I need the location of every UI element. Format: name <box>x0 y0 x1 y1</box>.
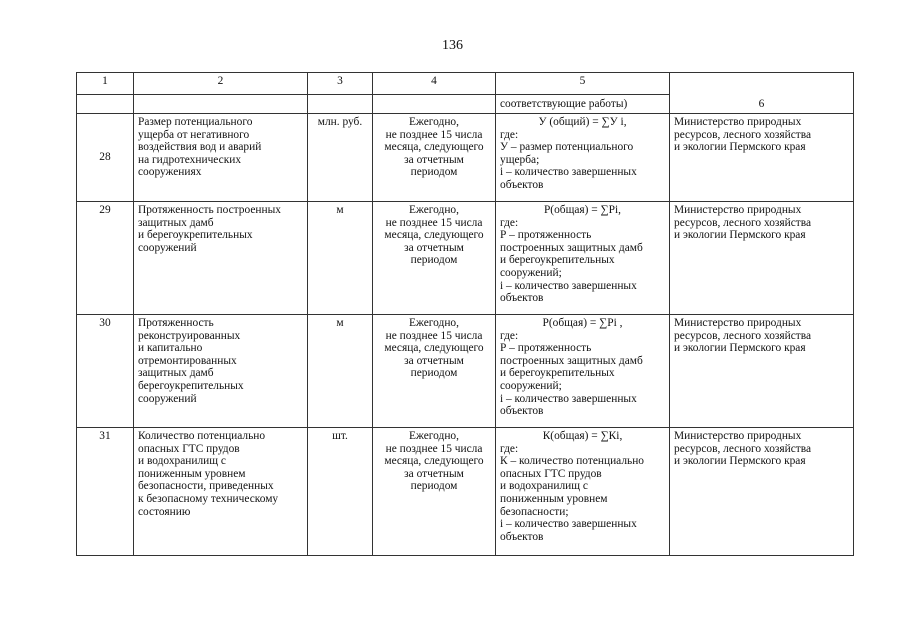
frequency-cell: Ежегодно, не позднее 15 числа месяца, следующего за отчетным периодом <box>373 202 496 315</box>
method-cell <box>496 315 670 428</box>
page-number: 136 <box>442 38 463 53</box>
method-cell <box>496 202 670 315</box>
header-cell: 5 <box>496 73 670 95</box>
responsible-cell: Министерство природных ресурсов, лесного хозяйства и экологии Пермского края <box>670 202 854 315</box>
method-text: где: К – количество потенциально опасных ГТС прудов и водохранилищ с пониженным уровнем безопасности; i – количество завершенных объектов <box>500 442 645 543</box>
responsible-cell: Министерство природных ресурсов, лесного хозяйства и экологии Пермского края <box>670 428 854 556</box>
empty-cell <box>134 95 308 114</box>
formula: У (общий) = ∑У i, <box>538 116 627 128</box>
method-cell <box>496 114 670 202</box>
frequency-cell: Ежегодно, не позднее 15 числа месяца, следующего за отчетным периодом <box>373 428 496 556</box>
frequency-cell: Ежегодно, не позднее 15 числа месяца, следующего за отчетным периодом <box>373 114 496 202</box>
header-cell: 6 <box>670 73 854 114</box>
table-row <box>77 114 854 202</box>
responsible-cell: Министерство природных ресурсов, лесного хозяйства и экологии Пермского края <box>670 114 854 202</box>
header-cell: 4 <box>373 73 496 95</box>
table-row <box>77 315 854 428</box>
method-continuation: соответствующие работы) <box>496 95 670 114</box>
empty-cell <box>77 95 134 114</box>
unit-cell: млн. руб. <box>308 114 373 202</box>
unit-cell: м <box>308 315 373 428</box>
unit-cell: м <box>308 202 373 315</box>
indicator-name: Размер потенциального ущерба от негативного воздействия вод и аварий на гидротехнических сооружениях <box>134 114 308 202</box>
formula: К(общая) = ∑Кi, <box>542 430 623 442</box>
table-row <box>77 428 854 556</box>
formula: Р(общая) = ∑Рi , <box>542 317 623 329</box>
row-number: 28 <box>77 114 134 202</box>
indicator-name: Протяженность построенных защитных дамб и берегоукрепительных сооружений <box>134 202 308 315</box>
row-number: 31 <box>77 428 134 556</box>
responsible-cell: Министерство природных ресурсов, лесного хозяйства и экологии Пермского края <box>670 315 854 428</box>
unit-cell: шт. <box>308 428 373 556</box>
frequency-cell: Ежегодно, не позднее 15 числа месяца, следующего за отчетным периодом <box>373 315 496 428</box>
header-cell: 1 <box>77 73 134 95</box>
row-number: 29 <box>77 202 134 315</box>
formula: Р(общая) = ∑Рi, <box>543 204 622 216</box>
header-cell: 2 <box>134 73 308 95</box>
method-cell <box>496 428 670 556</box>
header-row <box>77 73 854 95</box>
header-cell: 3 <box>308 73 373 95</box>
table-row <box>77 202 854 315</box>
indicators-table <box>76 72 854 556</box>
indicator-name: Протяженность реконструированных и капитально отремонтированных защитных дамб берегоукрепительных сооружений <box>134 315 308 428</box>
empty-cell <box>308 95 373 114</box>
method-text: где: У – размер потенциального ущерба; i – количество завершенных объектов <box>500 128 637 191</box>
empty-cell <box>373 95 496 114</box>
method-text: где: Р – протяженность построенных защитных дамб и берегоукрепительных сооружений; i – количество завершенных объектов <box>500 329 643 418</box>
method-text: где: Р – протяженность построенных защитных дамб и берегоукрепительных сооружений; i – количество завершенных объектов <box>500 216 643 305</box>
row-number: 30 <box>77 315 134 428</box>
indicator-name: Количество потенциально опасных ГТС прудов и водохранилищ с пониженным уровнем безопасности, приведенных к безопасному техническому состоянию <box>134 428 308 556</box>
